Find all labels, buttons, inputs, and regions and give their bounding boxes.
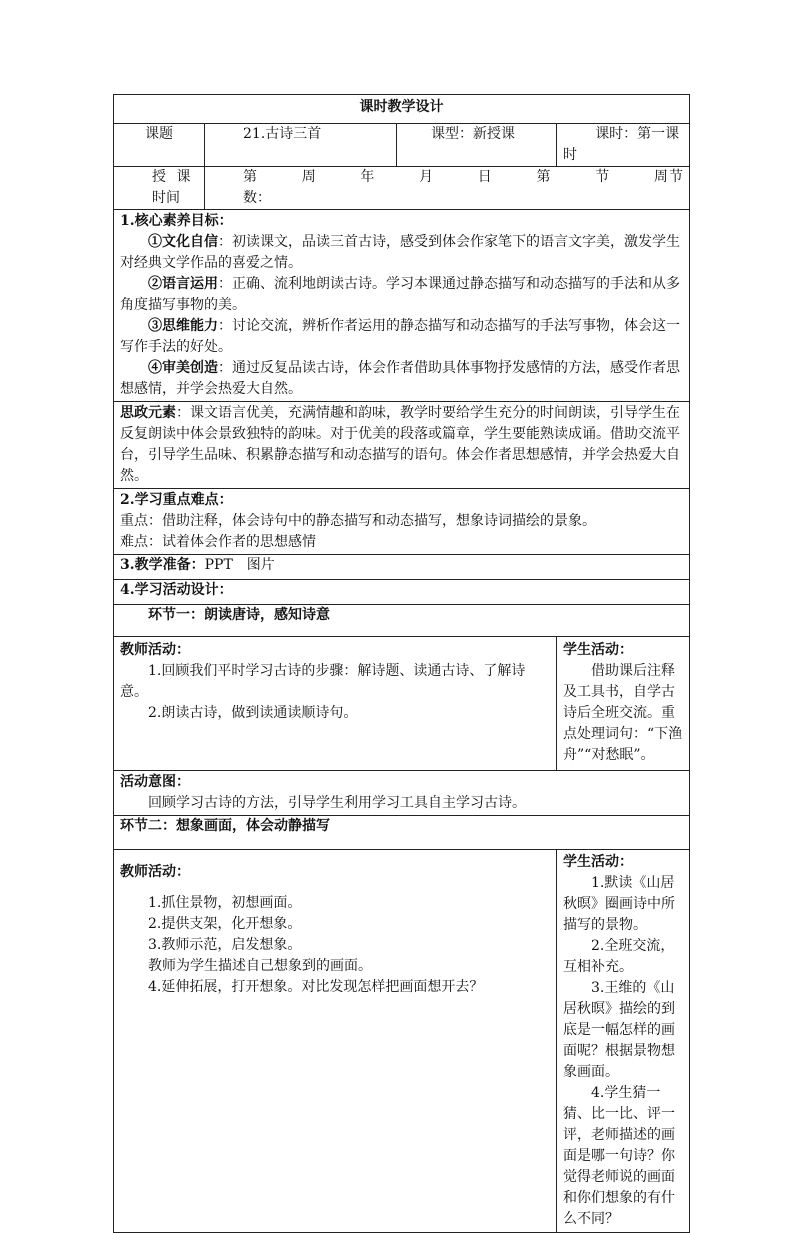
- goal-text: ：讨论交流，辨析作者运用的静态描写和动态描写的手法写事物，体会这一写作手法的好处。: [120, 318, 680, 355]
- key-points-difficulty: 难点：试着体会作者的思想感情: [120, 534, 316, 550]
- goal-text: ：初读课文，品读三首古诗，感受到体会作家笔下的语言文字美，激发学生对经典文学作品的喜爱之情。: [120, 234, 680, 271]
- goal-label: ①文化自信: [148, 234, 218, 250]
- lesson-design-table: [113, 94, 690, 1233]
- step1-title: 环节一：朗读唐诗，感知诗意: [148, 607, 330, 623]
- ideology-label: 思政元素: [120, 405, 176, 421]
- spacer: [120, 883, 550, 893]
- goal-text: ：通过反复品读古诗，体会作者借助具体事物抒发感情的方法，感受作者思想感情，并学会热爱大自然。: [120, 360, 680, 397]
- key-points-section: [114, 489, 690, 555]
- preparation-text: PPT 图片: [204, 557, 275, 573]
- goal-item: [120, 274, 683, 316]
- topic-label: 课题: [114, 124, 205, 167]
- student-activity-item: 3.王维的《山居秋暝》描绘的到底是一幅怎样的画面呢？根据景物想象画面。: [563, 980, 675, 1080]
- activity-intent-heading: 活动意图：: [120, 774, 190, 790]
- teacher-activity-item: 2.朗读古诗，做到读通读顺诗句。: [148, 705, 358, 721]
- key-points-focus: 重点：借助注释，体会诗句中的静态描写和动态描写，想象诗词描绘的景象。: [120, 513, 596, 529]
- step2-title: 环节二：想象画面，体会动静描写: [114, 816, 690, 850]
- document-title: 课时教学设计: [114, 95, 690, 124]
- lesson-period: [557, 124, 690, 167]
- teacher-activity-item: 2.提供支架，化开想象。: [148, 916, 302, 932]
- teaching-time-text: 第 周 年 月 日 第 节 周节数：: [243, 169, 684, 206]
- lesson-period-text: 课时：第一课时: [563, 126, 680, 163]
- teacher-activity-item: 1.抓住景物，初想画面。: [148, 895, 302, 911]
- topic-value: 21.古诗三首: [205, 124, 397, 167]
- student-activity-text: 借助课后注释及工具书，自学古诗后全班交流。重点处理词句：“下渔舟”“对愁眠”。: [563, 663, 683, 763]
- preparation-line: [120, 555, 683, 576]
- lesson-type-text: 课型：新授课: [431, 126, 515, 142]
- teacher-activity-item: 3.教师示范，启发想象。: [148, 937, 302, 953]
- activity-intent-text: 回顾学习古诗的方法，引导学生利用学习工具自主学习古诗。: [148, 795, 526, 811]
- student-activity-heading: 学生活动：: [563, 642, 633, 658]
- ideology-section: [114, 402, 690, 489]
- teaching-time-value: [205, 167, 690, 210]
- goal-item: [120, 232, 683, 274]
- step1-teacher-activity: [114, 637, 557, 771]
- student-activity-item: 2.全班交流，互相补充。: [563, 938, 675, 975]
- goal-label: ②语言运用: [148, 276, 218, 292]
- goal-label: ④审美创造: [148, 360, 218, 376]
- student-activity-item: 4.学生猜一猜、比一比、评一评，老师描述的画面是哪一句诗？你觉得老师说的画面和你们想象的有什么不同？: [563, 1085, 675, 1227]
- goal-text: ：正确、流利地朗读古诗。学习本课通过静态描写和动态描写的手法和从多角度描写事物的美。: [120, 276, 680, 313]
- teacher-activity-item: 4.延伸拓展，打开想象。对比发现怎样把画面想开去？: [148, 979, 484, 995]
- step2-student-activity: [557, 850, 690, 1233]
- student-activity-item: 1.默读《山居秋暝》圈画诗中所描写的景物。: [563, 875, 675, 933]
- preparation-section: [114, 555, 690, 580]
- teacher-activity-heading: 教师活动：: [120, 642, 190, 658]
- step1-student-activity: [557, 637, 690, 771]
- activities-heading: 4.学习活动设计：: [114, 580, 690, 605]
- core-goals-heading: 1.核心素养目标：: [120, 213, 233, 229]
- activity-intent-section: [114, 771, 690, 816]
- preparation-heading: 3.教学准备：: [120, 557, 205, 573]
- goal-item: [120, 316, 683, 358]
- core-goals-section: [114, 210, 690, 402]
- goal-label: ③思维能力: [148, 318, 218, 334]
- step1-title-row: [114, 605, 690, 637]
- teacher-activity-heading: 教师活动：: [120, 864, 190, 880]
- ideology-paragraph: [120, 403, 683, 487]
- goal-item: [120, 358, 683, 400]
- lesson-type: [397, 124, 557, 167]
- student-activity-heading: 学生活动：: [563, 854, 633, 870]
- teacher-activity-item: 1.回顾我们平时学习古诗的步骤：解诗题、读通古诗、了解诗意。: [120, 663, 526, 700]
- teacher-activity-item: 教师为学生描述自己想象到的画面。: [148, 958, 372, 974]
- ideology-text: ：课文语言优美，充满情趣和韵味，教学时要给学生充分的时间朗读，引导学生在反复朗读中体会景致独特的韵味。对于优美的段落或篇章，学生要能熟读成诵。借助交流平台，引导学生品味、积累静态描写和动态描写的语句。体会作者思想感情，并学会热爱大自然。: [120, 405, 680, 484]
- key-points-heading: 2.学习重点难点：: [120, 492, 233, 508]
- step2-teacher-activity: [114, 850, 557, 1233]
- teaching-time-label: 授 课 时间: [114, 167, 205, 210]
